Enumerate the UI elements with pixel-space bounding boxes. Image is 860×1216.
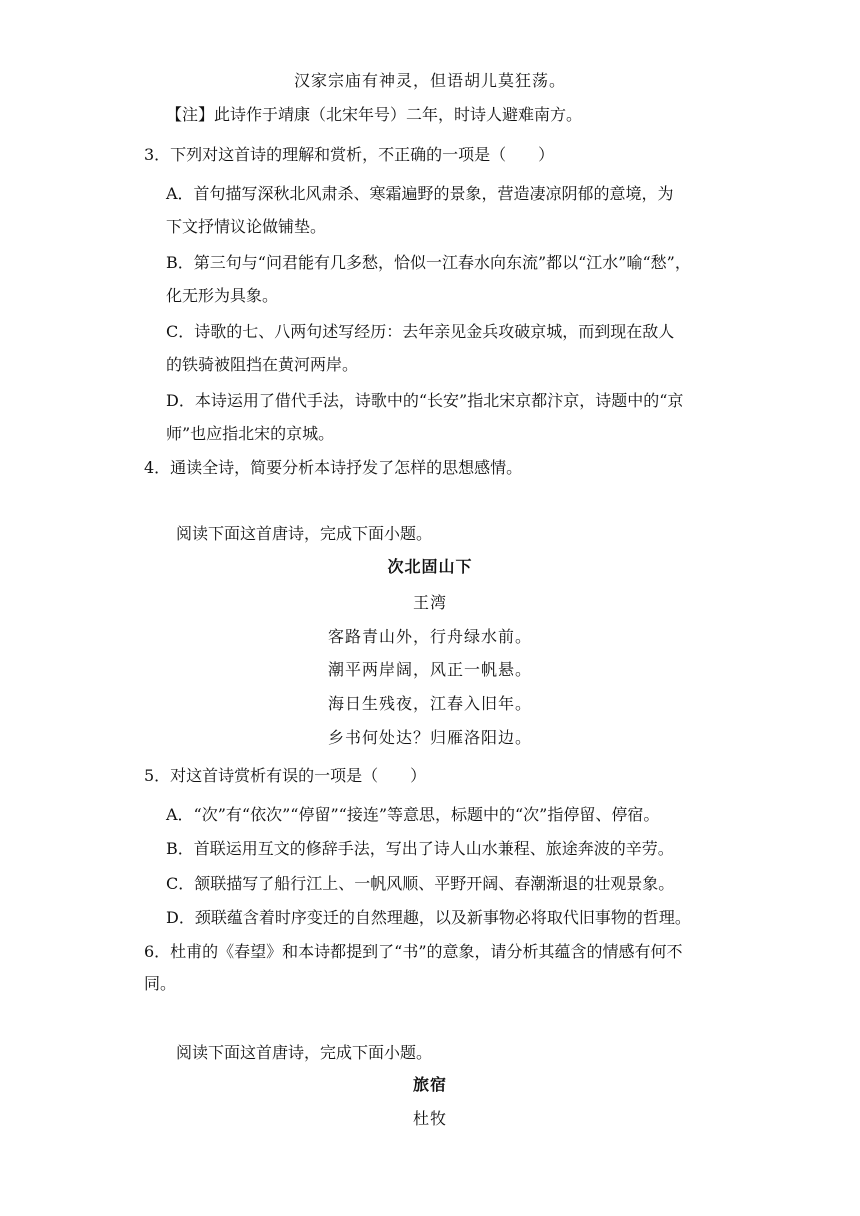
reading-intro: 阅读下面这首唐诗，完成下面小题。 [176, 524, 433, 543]
question-6-stem-line1: 6．杜甫的《春望》和本诗都提到了“书”的意象，请分析其蕴含的情感有何不 [144, 942, 683, 961]
question-5-option-d: D．颈联蕴含着时序变迁的自然理趣，以及新事物必将取代旧事物的哲理。 [166, 908, 691, 927]
poem-title: 次北固山下 [387, 557, 473, 576]
question-3-option-a-line1: A．首句描写深秋北风肃杀、寒霜遍野的景象，营造凄凉阴郁的意境，为 [166, 184, 674, 203]
question-3-option-b-line1: B．第三句与“问君能有几多愁，恰似一江春水向东流”都以“江水”喻“愁”， [166, 253, 691, 272]
poem-line: 客路青山外，行舟绿水前。 [327, 627, 532, 646]
poem-author: 王湾 [412, 593, 447, 612]
question-5-stem: 5．对这首诗赏析有误的一项是（ ） [144, 766, 427, 785]
question-3-option-d-line2: 师”也应指北宋的京城。 [166, 424, 335, 443]
poem-author: 杜牧 [412, 1109, 447, 1128]
poem-line: 潮平两岸阔，风正一帆悬。 [327, 660, 532, 679]
poem-line: 汉家宗庙有神灵，但语胡儿莫狂荡。 [293, 71, 566, 90]
question-5-option-c: C．颔联描写了船行江上、一帆风顺、平野开阔、春潮渐退的壮观景象。 [166, 874, 675, 893]
question-5-option-a: A．“次”有“依次”“停留”“接连”等意思，标题中的“次”指停留、停宿。 [166, 805, 660, 824]
question-6-stem-line2: 同。 [144, 974, 177, 993]
poem-line: 海日生残夜，江春入旧年。 [327, 694, 532, 713]
question-3-option-b-line2: 化无形为具象。 [166, 286, 279, 305]
poem-line: 乡书何处达？归雁洛阳边。 [327, 728, 532, 747]
question-5-option-b: B．首联运用互文的修辞手法，写出了诗人山水兼程、旅途奔波的辛劳。 [166, 839, 674, 858]
question-3-option-a-line2: 下文抒情议论做铺垫。 [166, 217, 327, 236]
poem-note: 【注】此诗作于靖康（北宋年号）二年，时诗人避难南方。 [166, 105, 583, 124]
poem-title: 旅宿 [412, 1075, 447, 1094]
question-3-option-c-line1: C．诗歌的七、八两句述写经历：去年亲见金兵攻破京城，而到现在敌人 [166, 322, 675, 341]
question-3-option-d-line1: D．本诗运用了借代手法，诗歌中的“长安”指北宋京都汴京，诗题中的“京 [166, 391, 684, 410]
question-4-stem: 4．通读全诗，简要分析本诗抒发了怎样的思想感情。 [144, 458, 523, 477]
question-3-stem: 3．下列对这首诗的理解和赏析，不正确的一项是（ ） [144, 145, 555, 164]
reading-intro: 阅读下面这首唐诗，完成下面小题。 [176, 1043, 433, 1062]
question-3-option-c-line2: 的铁骑被阻挡在黄河两岸。 [166, 355, 359, 374]
